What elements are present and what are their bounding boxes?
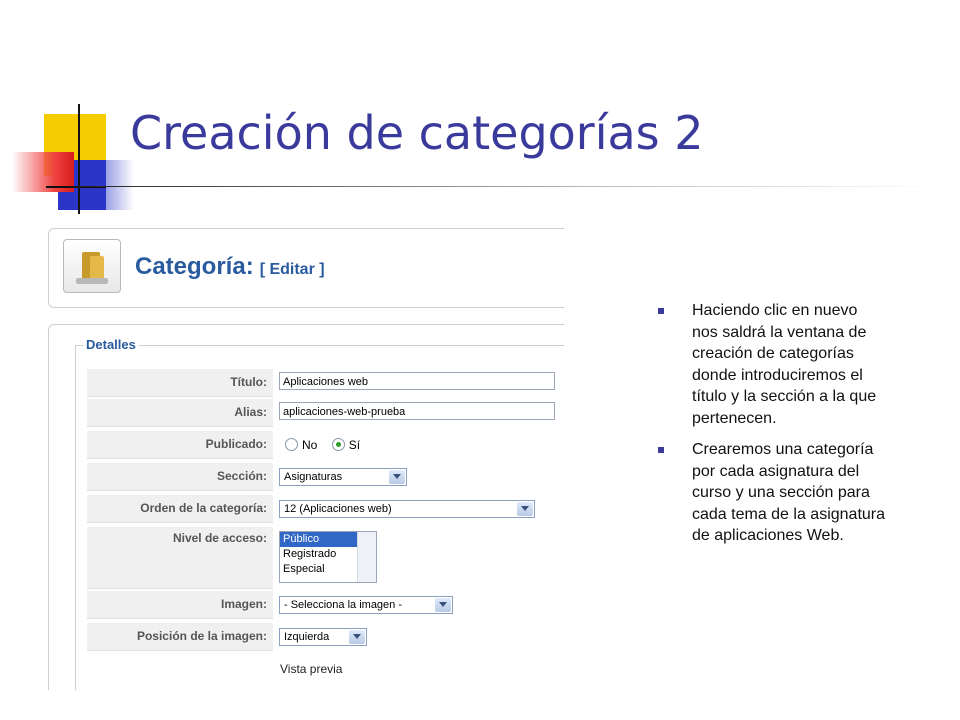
details-legend: Detalles [83, 337, 139, 352]
orden-label: Orden de la categoría: [87, 495, 273, 523]
publicado-label: Publicado: [87, 431, 273, 459]
details-panel [48, 324, 564, 690]
titulo-input[interactable]: Aplicaciones web [279, 372, 555, 390]
imagen-select[interactable] [279, 596, 453, 614]
bullet-list [656, 300, 886, 557]
bullet-item [656, 439, 886, 547]
title-ornament-vertical-line [78, 104, 80, 214]
bullet-text-1: Haciendo clic en nuevo nos saldrá la ventana de creación de categorías donde introduciremos el título y la sección a la que pertenecen. [692, 302, 877, 427]
bullet-item [656, 300, 886, 429]
category-folder-icon [63, 239, 121, 293]
title-underline-rule [78, 186, 938, 187]
imagen-label: Imagen: [87, 591, 273, 619]
orden-select[interactable] [279, 500, 535, 518]
field-row-publicado [87, 431, 564, 459]
alias-input[interactable]: aplicaciones-web-prueba [279, 402, 555, 420]
posicion-select-value: Izquierda [284, 631, 330, 643]
posicion-label: Posición de la imagen: [87, 623, 273, 651]
field-row-nivel [87, 527, 564, 589]
square-bullet-icon [658, 447, 664, 453]
field-row-titulo [87, 369, 564, 397]
chevron-down-icon [349, 630, 365, 644]
nivel-listbox[interactable] [279, 531, 377, 583]
slide-title: Creación de categorías 2 [130, 106, 704, 160]
titulo-label: Título: [87, 369, 273, 397]
category-form-screenshot [48, 228, 564, 690]
imagen-select-value: - Selecciona la imagen - [284, 599, 403, 611]
nivel-listbox-scrollbar[interactable] [357, 532, 376, 582]
field-row-alias [87, 399, 564, 427]
category-header-panel [48, 228, 564, 308]
bullet-text-2: Crearemos una categoría por cada asignatura del curso y una sección para cada tema de la asignatura de aplicaciones Web. [692, 441, 886, 544]
title-ornament-blue-gradient [80, 160, 134, 210]
publicado-si-label: Sí [348, 437, 361, 452]
preview-label: Vista previa [280, 662, 343, 676]
nivel-option-registrado[interactable]: Registrado [283, 548, 337, 560]
publicado-no-radio[interactable] [285, 438, 298, 451]
posicion-select[interactable] [279, 628, 367, 646]
publicado-no-label: No [302, 437, 318, 452]
orden-select-value: 12 (Aplicaciones web) [284, 503, 392, 515]
square-bullet-icon [658, 308, 664, 314]
publicado-si-radio[interactable] [332, 438, 345, 451]
field-row-posicion [87, 623, 564, 651]
edit-mode-label: [ Editar ] [259, 261, 325, 278]
alias-label: Alias: [87, 399, 273, 427]
chevron-down-icon [389, 470, 405, 484]
seccion-select-value: Asignaturas [284, 471, 343, 483]
nivel-option-publico[interactable]: Público [280, 532, 359, 547]
nivel-option-especial[interactable]: Especial [283, 563, 325, 575]
seccion-label: Sección: [87, 463, 273, 491]
category-heading [135, 253, 325, 281]
seccion-select[interactable] [279, 468, 407, 486]
nivel-label: Nivel de acceso: [87, 527, 273, 589]
field-row-imagen [87, 591, 564, 619]
field-row-orden [87, 495, 564, 523]
field-row-seccion [87, 463, 564, 491]
chevron-down-icon [435, 598, 451, 612]
chevron-down-icon [517, 502, 533, 516]
category-heading-text: Categoría: [135, 253, 254, 280]
